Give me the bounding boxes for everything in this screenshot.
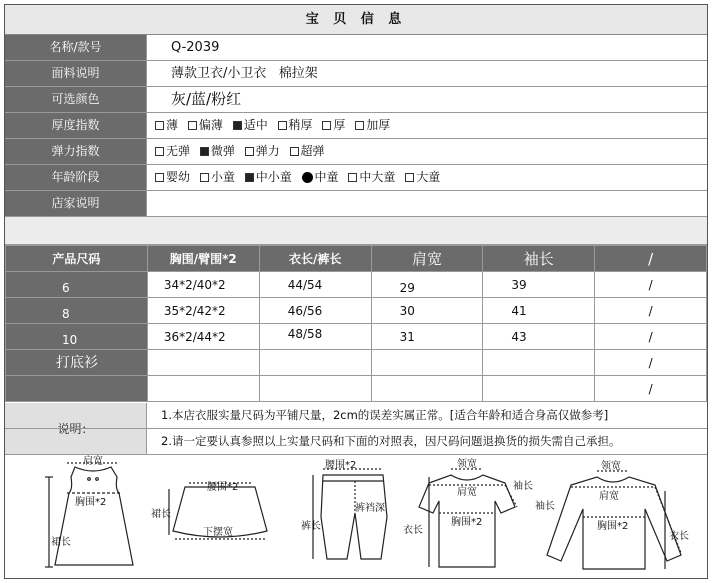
checkbox-icon [348, 173, 357, 182]
size-table-header [6, 246, 707, 272]
size-table [5, 245, 707, 402]
age-label: 年龄阶段 [5, 165, 147, 190]
checkbox-icon [155, 173, 164, 182]
checked-box-icon [200, 147, 209, 156]
thickness-option: 稍厚 [278, 113, 313, 138]
length-cell [259, 350, 371, 376]
elasticity-options [155, 139, 331, 164]
tshirt-sleeve-label: 袖长 [513, 481, 533, 492]
elasticity-option: 超弹 [290, 139, 325, 164]
note-line-2: 2.请一定要认真参照以上实量尺码和下面的对照表，因尺码问题退换货的损失需自己承担。 [161, 434, 621, 448]
info-row-colors [5, 87, 707, 113]
checkbox-icon [278, 121, 287, 130]
chest-cell [147, 350, 259, 376]
section-divider [5, 217, 707, 245]
colors-value: 灰/蓝/粉红 [171, 90, 242, 108]
pants-diagram [313, 469, 387, 559]
header-size: 产品尺码 [6, 246, 148, 272]
thickness-options [155, 113, 396, 138]
tshirt-neck-label: 领宽 [457, 459, 477, 470]
pants-waist-label: 腰围*2 [325, 460, 357, 471]
dress-shoulder-label: 肩宽 [83, 456, 103, 467]
thickness-option: 薄 [155, 113, 178, 138]
shoulder-cell: 29 [371, 272, 483, 298]
length-cell: 44/54 [259, 272, 371, 298]
sleeve-cell [483, 350, 595, 376]
table-row [6, 272, 707, 298]
checked-box-icon [233, 121, 242, 130]
age-option: 中大童 [348, 165, 395, 190]
age-option-selected: 中小童 [245, 165, 292, 190]
header-shoulder: 肩宽 [371, 246, 483, 272]
info-row-age [5, 165, 707, 191]
longsleeve-neck-label: 领宽 [601, 461, 621, 472]
sleeve-cell: 41 [483, 298, 595, 324]
sleeve-cell: 43 [483, 324, 595, 350]
note-row-2 [5, 429, 707, 455]
tshirt-length-label: 衣长 [403, 525, 423, 536]
fabric-label: 面料说明 [5, 61, 147, 86]
shop-note-label: 店家说明 [5, 191, 147, 216]
header-length: 衣长/裤长 [259, 246, 371, 272]
size-cell [6, 376, 148, 402]
sheet-title: 宝 贝 信 息 [5, 5, 707, 35]
elasticity-option-selected: 微弹 [200, 139, 235, 164]
table-row [6, 298, 707, 324]
checked-box-icon [245, 173, 254, 182]
table-row [6, 376, 707, 402]
thickness-option: 偏薄 [188, 113, 223, 138]
tshirt-shoulder-label: 肩宽 [457, 487, 477, 498]
skirt-length-label: 裙长 [151, 509, 171, 520]
size-cell: 打底衫 [6, 350, 148, 376]
tshirt-chest-label: 胸围*2 [451, 517, 483, 528]
measurement-diagrams [5, 455, 707, 579]
checkbox-icon [155, 147, 164, 156]
dress-length-label: 裙长 [51, 537, 71, 548]
thickness-label: 厚度指数 [5, 113, 147, 138]
longsleeve-diagram [547, 471, 681, 569]
size-cell: 6 [6, 272, 148, 298]
elasticity-label: 弹力指数 [5, 139, 147, 164]
name-label: 名称/款号 [5, 35, 147, 60]
thickness-option: 加厚 [355, 113, 390, 138]
table-row [6, 324, 707, 350]
chest-cell: 35*2/42*2 [147, 298, 259, 324]
extra-cell: / [595, 350, 707, 376]
shoulder-cell: 30 [371, 298, 483, 324]
extra-cell: / [595, 376, 707, 402]
shoulder-cell: 31 [371, 324, 483, 350]
elasticity-option: 无弹 [155, 139, 190, 164]
age-option: 婴幼 [155, 165, 190, 190]
age-option: 小童 [200, 165, 235, 190]
age-option: 大童 [405, 165, 440, 190]
length-cell: 46/56 [259, 298, 371, 324]
skirt-waist-label: 腰围*2 [207, 482, 239, 493]
product-info-sheet [4, 4, 708, 579]
checkbox-icon [322, 121, 331, 130]
note-line-1: 1.本店衣服实量尺码为平铺尺量，2cm的误差实属正常。[适合年龄和适合身高仅做参考] [161, 408, 609, 422]
header-sleeve: 袖长 [483, 246, 595, 272]
sleeve-cell: 39 [483, 272, 595, 298]
sleeve-cell [483, 376, 595, 402]
chest-cell [147, 376, 259, 402]
checkbox-icon [245, 147, 254, 156]
checkbox-icon [405, 173, 414, 182]
chest-cell: 34*2/40*2 [147, 272, 259, 298]
checkbox-icon [188, 121, 197, 130]
extra-cell: / [595, 272, 707, 298]
info-row-elasticity [5, 139, 707, 165]
table-row [6, 350, 707, 376]
elasticity-option: 弹力 [245, 139, 280, 164]
age-option-selected: 中童 [302, 165, 339, 190]
skirt-hem-label: 下摆宽 [203, 527, 233, 538]
chest-cell: 36*2/44*2 [147, 324, 259, 350]
dress-chest-label: 胸围*2 [75, 497, 107, 508]
fabric-value: 薄款卫衣/小卫衣 棉拉架 [171, 66, 318, 81]
colors-label: 可选颜色 [5, 87, 147, 112]
longsleeve-length-label: 衣长 [669, 531, 689, 542]
info-row-shop-note [5, 191, 707, 217]
pants-rise-label: 裤裆深 [355, 503, 385, 514]
header-extra: / [595, 246, 707, 272]
length-cell: 48/58 [259, 324, 371, 350]
longsleeve-shoulder-label: 肩宽 [599, 491, 619, 502]
thickness-option: 厚 [322, 113, 345, 138]
pants-length-label: 裤长 [301, 521, 321, 532]
checkbox-icon [155, 121, 164, 130]
size-cell: 10 [6, 324, 148, 350]
longsleeve-sleeve-label: 袖长 [535, 501, 555, 512]
checkbox-icon [355, 121, 364, 130]
info-row-fabric [5, 61, 707, 87]
longsleeve-chest-label: 胸围*2 [597, 521, 629, 532]
name-value: Q-2039 [171, 40, 220, 55]
shoulder-cell [371, 376, 483, 402]
info-row-name [5, 35, 707, 61]
thickness-option-selected: 适中 [233, 113, 268, 138]
length-cell [259, 376, 371, 402]
dress-diagram [45, 463, 133, 567]
header-chest: 胸围/臂围*2 [147, 246, 259, 272]
size-cell: 8 [6, 298, 148, 324]
checkbox-icon [200, 173, 209, 182]
extra-cell: / [595, 298, 707, 324]
checkbox-icon [290, 147, 299, 156]
extra-cell: / [595, 324, 707, 350]
diagrams-svg [5, 455, 707, 579]
info-row-thickness [5, 113, 707, 139]
filled-dot-icon [302, 172, 313, 183]
notes-label: 说明： [5, 403, 147, 455]
age-options [155, 165, 446, 190]
shoulder-cell [371, 350, 483, 376]
note-row-1 [5, 403, 707, 429]
